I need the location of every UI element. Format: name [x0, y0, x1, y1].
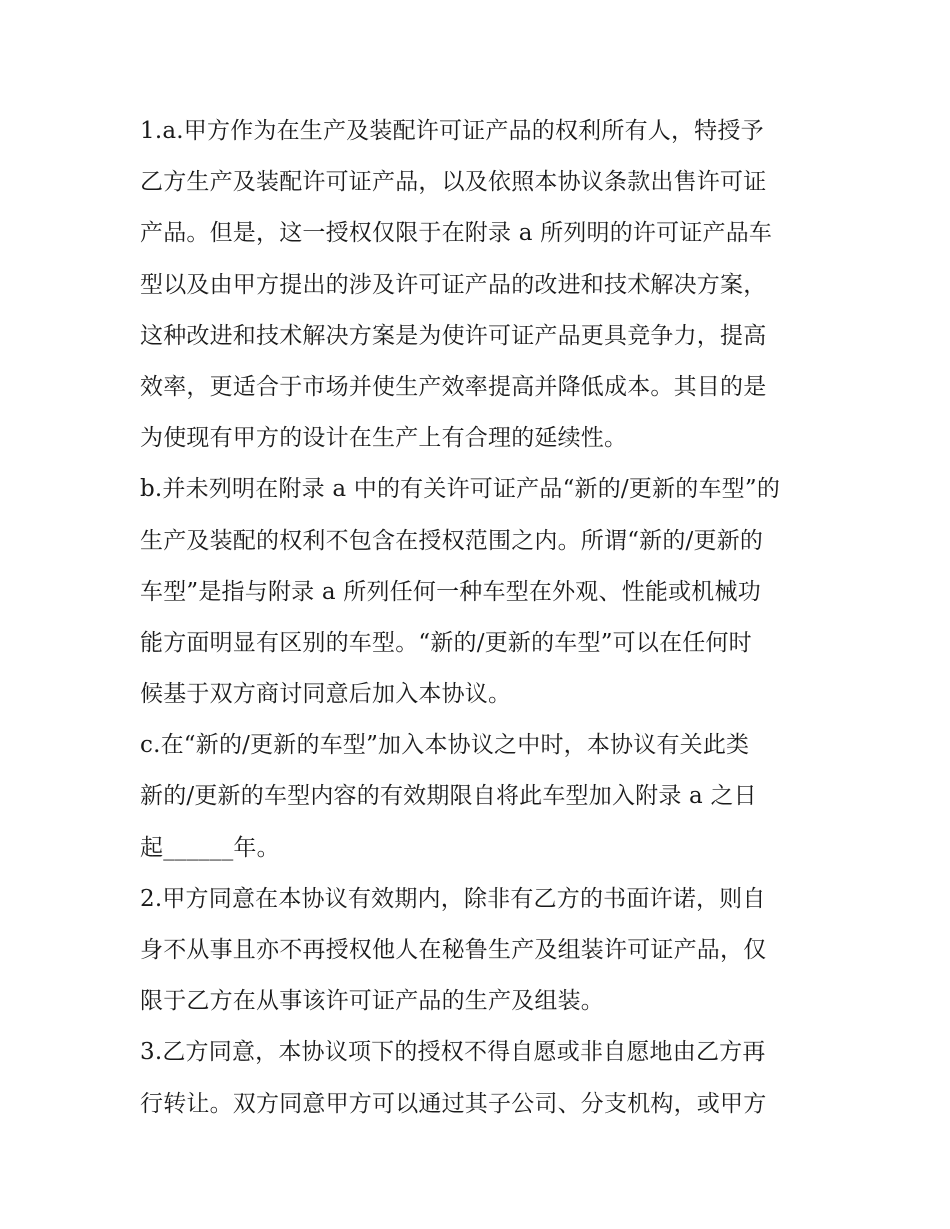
text-line: 起______年。: [140, 834, 280, 861]
text-line: 限于乙方在从事该许可证产品的生产及组装。: [140, 988, 604, 1015]
text-line: 车型”是指与附录 a 所列任何一种车型在外观、性能或机械功: [140, 578, 761, 605]
document-body: [140, 106, 840, 1130]
text-line: 1.a.甲方作为在生产及装配许可证产品的权利所有人，特授予: [140, 118, 764, 144]
text-line: 行转让。双方同意甲方可以通过其子公司、分支机构，或甲方: [140, 1090, 767, 1117]
text-line: 产品。但是，这一授权仅限于在附录 a 所列明的许可证产品车: [140, 220, 773, 247]
text-line: 2.甲方同意在本协议有效期内，除非有乙方的书面许诺，则自: [140, 885, 766, 912]
text-line: b.并未列明在附录 a 中的有关许可证产品“新的/更新的车型”的: [140, 476, 781, 503]
text-line: 候基于双方商讨同意后加入本协议。: [140, 681, 512, 708]
text-line: 型以及由甲方提出的涉及许可证产品的改进和技术解决方案，: [140, 271, 767, 298]
text-line: 这种改进和技术解决方案是为使许可证产品更具竞争力，提高: [140, 322, 767, 349]
text-line: 生产及装配的权利不包含在授权范围之内。所谓“新的/更新的: [140, 527, 764, 554]
text-line: 乙方生产及装配许可证产品，以及依照本协议条款出售许可证: [140, 169, 767, 196]
text-line: 为使现有甲方的设计在生产上有合理的延续性。: [140, 425, 628, 452]
text-line: 效率，更适合于市场并使生产效率提高并降低成本。其目的是: [140, 373, 767, 400]
text-line: 新的/更新的车型内容的有效期限自将此车型加入附录 a 之日: [140, 783, 757, 810]
text-line: 身不从事且亦不再授权他人在秘鲁生产及组装许可证产品，仅: [140, 937, 767, 963]
text-line: 能方面明显有区别的车型。“新的/更新的车型”可以在任何时: [140, 629, 752, 656]
text-line: 3.乙方同意，本协议项下的授权不得自愿或非自愿地由乙方再: [140, 1039, 766, 1066]
text-line: c.在“新的/更新的车型”加入本协议之中时，本协议有关此类: [140, 732, 750, 759]
